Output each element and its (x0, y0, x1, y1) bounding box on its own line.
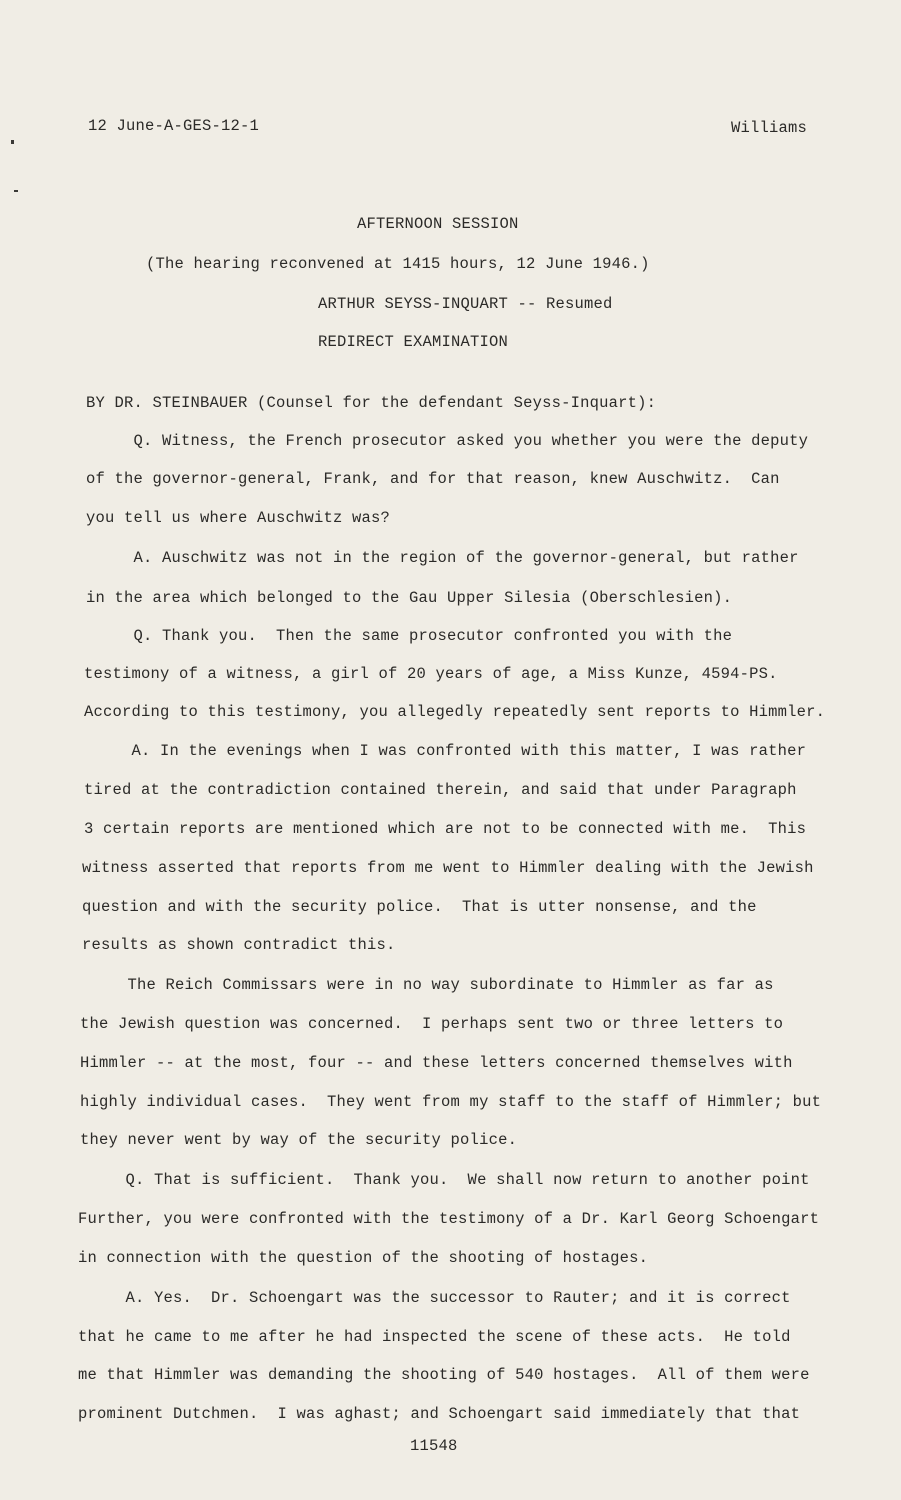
text-line: highly individual cases. They went from my staff to the staff of Himmler; but (80, 1093, 822, 1111)
page-header-id: 12 June-A-GES-12-1 (88, 117, 260, 135)
text-line: Himmler -- at the most, four -- and these letters concerned themselves with (80, 1054, 793, 1072)
page-header-reporter: Williams (731, 119, 808, 137)
session-subtitle: (The hearing reconvened at 1415 hours, 12 June 1946.) (146, 255, 650, 273)
text-line: question and with the security police. That is utter nonsense, and the (82, 898, 757, 916)
text-line: witness asserted that reports from me went to Himmler dealing with the Jewish (82, 859, 814, 877)
text-line: in connection with the question of the shooting of hostages. (78, 1249, 649, 1267)
text-line: they never went by way of the security police. (80, 1131, 518, 1149)
text-line: prominent Dutchmen. I was aghast; and Schoengart said immediately that that (78, 1405, 801, 1423)
session-title: AFTERNOON SESSION (357, 215, 519, 233)
text-line: A. Yes. Dr. Schoengart was the successor to Rauter; and it is correct (78, 1289, 791, 1307)
margin-mark (11, 140, 14, 144)
text-line: BY DR. STEINBAUER (Counsel for the defendant Seyss-Inquart): (86, 394, 657, 412)
text-line: 3 certain reports are mentioned which are not to be connected with me. This (84, 820, 807, 838)
text-line: me that Himmler was demanding the shooting of 540 hostages. All of them were (78, 1366, 810, 1384)
text-line: A. In the evenings when I was confronted with this matter, I was rather (84, 742, 807, 760)
text-line: Q. Thank you. Then the same prosecutor confronted you with the (86, 627, 733, 645)
text-line: you tell us where Auschwitz was? (86, 509, 391, 527)
witness-name: ARTHUR SEYSS-INQUART -- Resumed (318, 295, 613, 313)
text-line: Q. Witness, the French prosecutor asked you whether you were the deputy (86, 432, 809, 450)
page-number: 11548 (410, 1437, 458, 1455)
text-line: testimony of a witness, a girl of 20 years of age, a Miss Kunze, 4594-PS. (84, 665, 778, 683)
text-line: According to this testimony, you allegedly repeatedly sent reports to Himmler. (84, 703, 826, 721)
text-line: in the area which belonged to the Gau Upper Silesia (Oberschlesien). (86, 589, 733, 607)
text-line: The Reich Commissars were in no way subordinate to Himmler as far as (80, 976, 774, 994)
text-line: tired at the contradiction contained therein, and said that under Paragraph (84, 781, 797, 799)
text-line: the Jewish question was concerned. I perhaps sent two or three letters to (80, 1015, 784, 1033)
text-line: Q. That is sufficient. Thank you. We shall now return to another point (78, 1171, 810, 1189)
examination-type: REDIRECT EXAMINATION (318, 333, 509, 351)
text-line: Further, you were confronted with the testimony of a Dr. Karl Georg Schoengart (78, 1210, 820, 1228)
text-line: A. Auschwitz was not in the region of the governor-general, but rather (86, 549, 799, 567)
text-line: that he came to me after he had inspected the scene of these acts. He told (78, 1328, 791, 1346)
text-line: of the governor-general, Frank, and for that reason, knew Auschwitz. Can (86, 470, 780, 488)
text-line: results as shown contradict this. (82, 936, 396, 954)
margin-mark (14, 190, 18, 192)
